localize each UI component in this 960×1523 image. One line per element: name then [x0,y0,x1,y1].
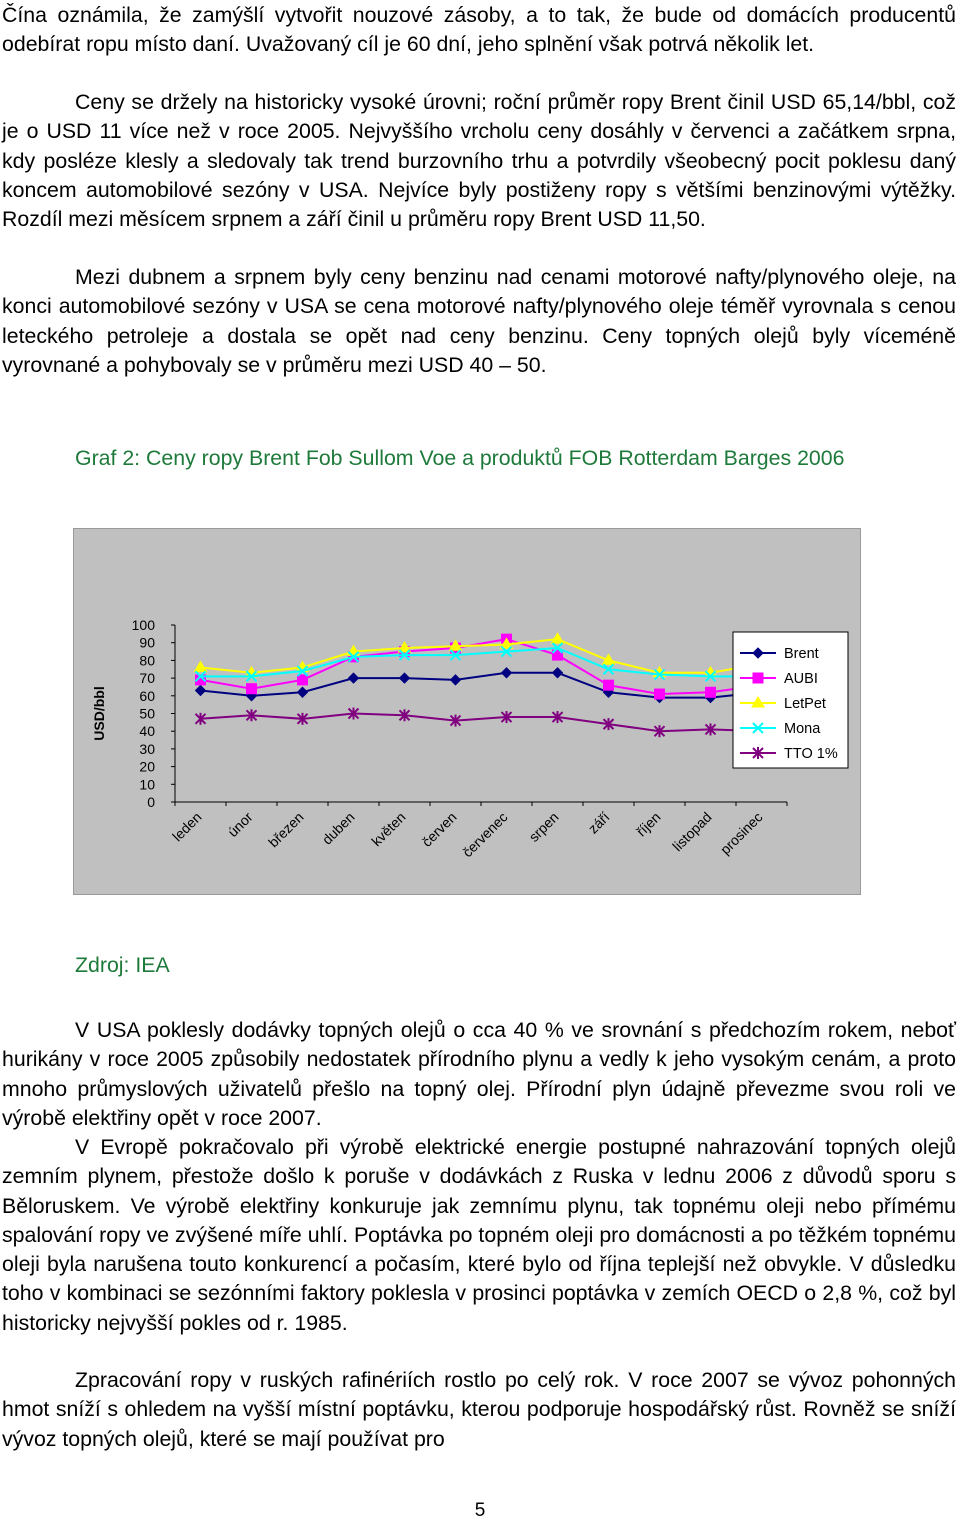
data-point-aubi [298,675,308,685]
x-tick-label: prosinec [716,808,766,858]
data-point-aubi [604,680,614,690]
paragraph-2 [2,88,956,234]
paragraph-5-text: V Evropě pokračovalo při výrobě elektrické energie postupné nahrazování topných olejů zemním plynem, přestože došlo k poruše v dodávkách z Ruska v lednu 2006 z důvodů sporu s Běloruskem. Ve výrobě elektřiny konkuruje jak zemnímu plynu, tak topnému oleji nebo přímému spalování ropy ve zvýšené míře uhlí. Poptávka po topném oleji pro domácnosti a po těžkém topnému oleji byla narušena touto konkurencí a počasím, které bylo od října teplejší než obvykle. V důsledku toho v kombinaci se sezónními faktory poklesla v prosinci poptávka v zemích OECD o 2,8 %, což byl historicky nejvyšší pokles od r. 1985. [2,1135,956,1335]
legend-marker-aubi [753,673,763,683]
source-caption: Zdroj: IEA [75,953,170,977]
y-tick-label: 70 [139,670,155,687]
y-tick-label: 20 [139,758,155,775]
y-tick-label: 50 [139,705,155,722]
paragraph-3-text: Mezi dubnem a srpnem byly ceny benzinu nad cenami motorové nafty/plynového oleje, na konci automobilové sezóny v USA se cena motorové nafty/plynového oleje téměř vyrovnala s cenou leteckého petroleje a dostala se opět nad ceny benzinu. Ceny topných olejů byly víceméně vyrovnané a pohybovaly se v průměru mezi USD 40 – 50. [2,265,956,377]
paragraph-4 [2,1016,956,1133]
x-tick-label: leden [169,808,205,845]
y-tick-label: 80 [139,652,155,669]
paragraph-6-text: Zpracování ropy v ruských rafinériích rostlo po celý rok. V roce 2007 se vývoz pohonných hmot sníží s ohledem na vyšší místní poptávku, kterou podporuje hospodářský růst. Rovněž se sníží vývoz topných olejů, které se mají používat pro [2,1368,956,1451]
y-tick-label: 90 [139,634,155,651]
paragraph-5 [2,1133,956,1338]
data-point-aubi [655,689,665,699]
x-tick-label: březen [265,808,307,851]
x-tick-label: srpen [525,808,562,845]
chart-area [73,528,861,895]
x-tick-label: květen [368,808,409,850]
y-tick-label: 40 [139,723,155,740]
x-tick-label: duben [318,808,358,848]
legend-label: Brent [784,646,819,662]
legend-label: Mona [784,721,821,737]
line-chart [74,529,860,894]
paragraph-1 [2,1,956,60]
paragraph-1-text: Čína oznámila, že zamýšlí vytvořit nouzové zásoby, a to tak, že bude od domácích producentů odebírat ropu místo daní. Uvažovaný cíl je 60 dní, jeho splnění však potrvá několik let. [2,3,956,57]
x-tick-label: únor [224,808,256,840]
legend-label: TTO 1% [784,746,838,762]
y-tick-label: 100 [131,617,155,633]
x-tick-label: červen [418,808,460,850]
x-tick-label: říjen [633,808,664,840]
paragraph-3 [2,263,956,380]
legend-label: LetPet [784,696,826,712]
data-point-aubi [247,684,257,694]
y-axis-label: USD/bbl [91,686,107,741]
x-tick-label: červenec [459,808,511,861]
figure-caption: Graf 2: Ceny ropy Brent Fob Sullom Voe a produktů FOB Rotterdam Barges 2006 [75,446,845,470]
y-tick-label: 30 [139,740,155,757]
paragraph-2-text: Ceny se držely na historicky vysoké úrovni; roční průměr ropy Brent činil USD 65,14/bbl, což je o USD 11 více než v roce 2005. Nejvyššího vrcholu ceny dosáhly v červenci a začátkem srpna, kdy posléze klesly a sledovaly tak trend burzovního trhu a potvrdily všeobecný pocit poklesu daný koncem automobilové sezóny v USA. Nejvíce byly postiženy ropy s většími benzinovými výtěžky. Rozdíl mezi měsícem srpnem a září činil u průměru ropy Brent USD 11,50. [2,90,956,232]
chart-legend [733,632,848,768]
x-tick-label: listopad [669,808,715,855]
x-tick-label: září [584,808,613,837]
legend-label: AUBI [784,671,818,687]
data-point-aubi [706,687,716,697]
y-tick-label: 60 [139,687,155,704]
page-number: 5 [474,1500,486,1521]
y-tick-label: 10 [139,776,155,793]
paragraph-4-text: V USA poklesly dodávky topných olejů o cca 40 % ve srovnání s předchozím rokem, neboť hurikány v roce 2005 způsobily nedostatek přírodního plynu a vedly k jeho vysokým cenám, a proto mnoho průmyslových uživatelů přešlo na topný olej. Přírodní plyn údajně převezme svou roli ve výrobě elektřiny opět v roce 2007. [2,1018,956,1130]
paragraph-6 [2,1366,956,1454]
y-tick-label: 0 [147,794,155,810]
